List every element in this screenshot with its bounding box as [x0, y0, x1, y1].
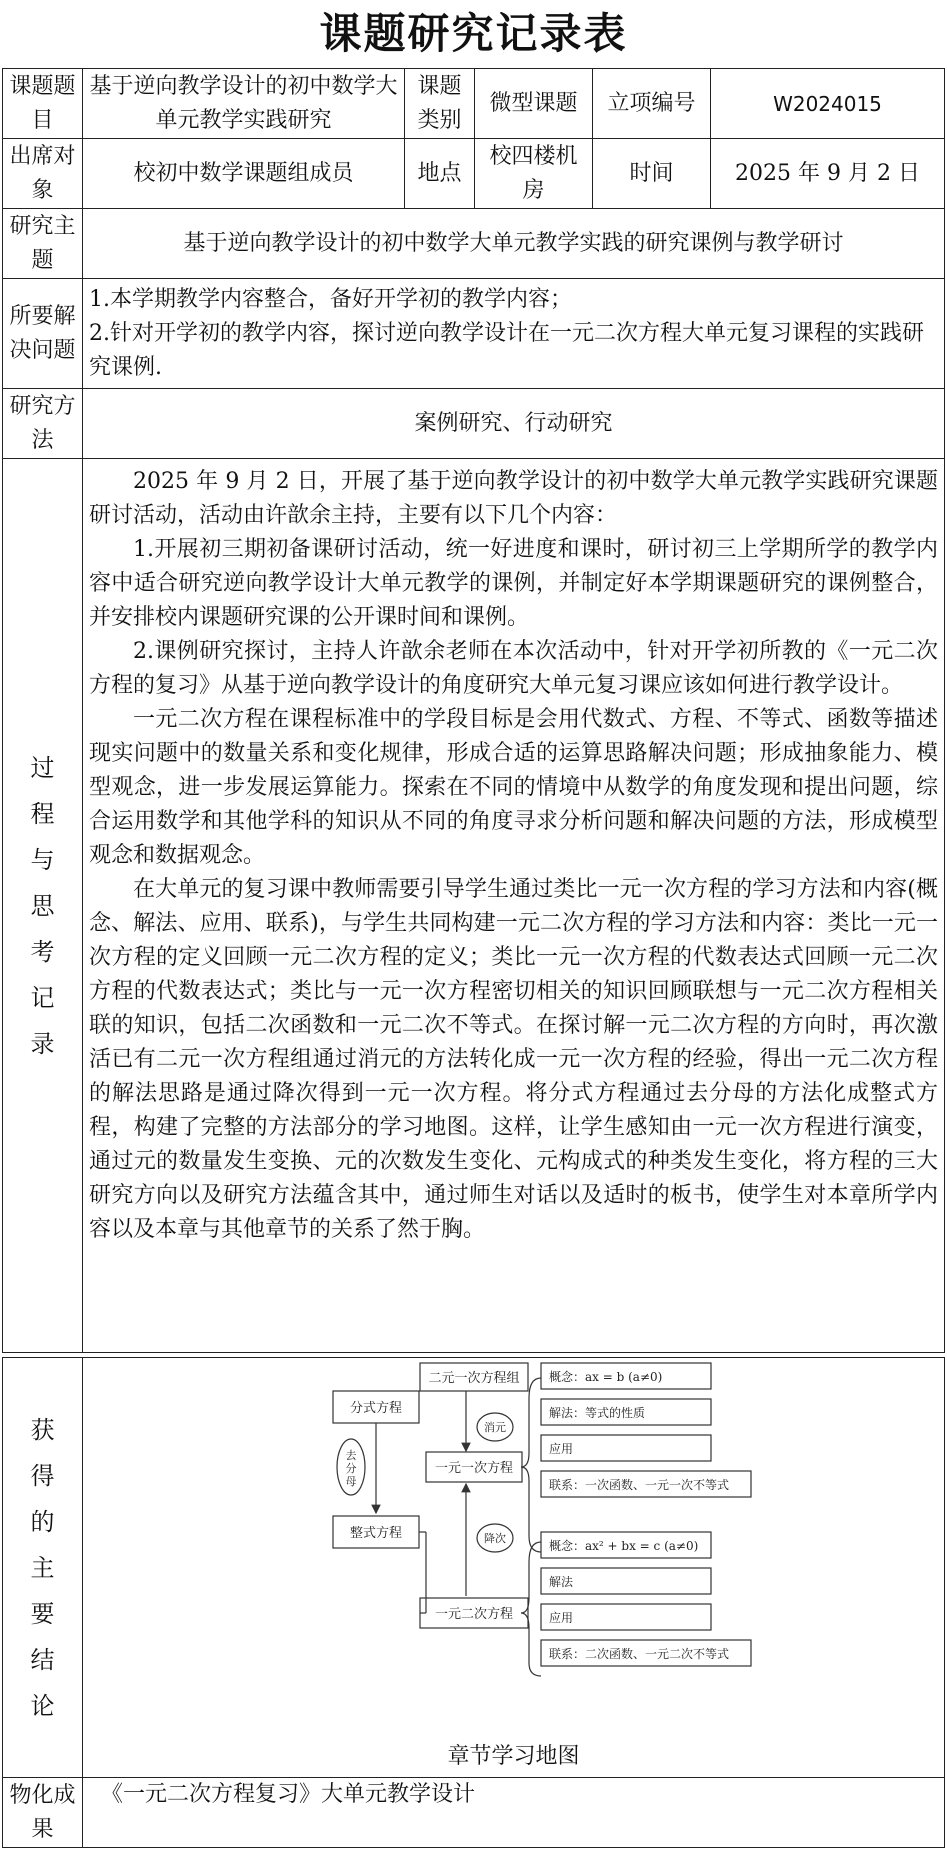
- conclusion-table: [2, 1357, 945, 1848]
- vertical-label-char: 过: [30, 753, 55, 782]
- quad-relation-text: 联系：二次函数、一元二次不等式: [549, 1647, 730, 1661]
- category-label: 课题类别: [405, 69, 475, 139]
- time-label: 时间: [593, 139, 711, 209]
- vertical-label-char: 结: [30, 1645, 55, 1674]
- vertical-label-char: 的: [30, 1507, 55, 1536]
- integral-eq-text: 整式方程: [349, 1526, 403, 1541]
- linear-eq-text: 一元一次方程: [434, 1461, 514, 1476]
- linear-application-text: 应用: [549, 1442, 574, 1456]
- quadratic-eq-text: 一元二次方程: [434, 1607, 514, 1622]
- linear-relation-text: 联系：一次函数、一元一次不等式: [549, 1478, 730, 1492]
- problem-content: [83, 279, 945, 389]
- process-paragraph-1: 2025 年 9 月 2 日，开展了基于逆向教学设计的初中数学大单元教学实践研究课题研讨活动，活动由许歆余主持，主要有以下几个内容：: [89, 469, 938, 528]
- process-label: [3, 459, 83, 1353]
- project-no-value: W2024015: [711, 69, 945, 139]
- theme-label: 研究主题: [3, 209, 83, 279]
- process-paragraph-4: 一元二次方程在课程标准中的学段目标是会用代数式、方程、不等式、函数等描述现实问题中的数量关系和变化规律，形成合适的运算思路解决问题；形成抽象能力、模型观念，进一步发展运算能力。探索在不同的情境中从数学的角度发现和提出问题，综合运用数学和其他学科的知识从不同的角度寻求分析问题和解决问题的方法，形成模型观念和数据观念。: [89, 707, 938, 868]
- reduce-degree-text: 降次: [484, 1532, 506, 1545]
- vertical-label-char: 记: [30, 983, 55, 1012]
- learning-map: [83, 1358, 947, 1738]
- vertical-label-char: 考: [30, 937, 55, 966]
- vertical-label-char: 程: [30, 799, 55, 828]
- problem-label: 所要解决问题: [3, 279, 83, 389]
- place-value: 校四楼机房: [475, 139, 593, 209]
- topic-label: 课题题目: [3, 69, 83, 139]
- remove-denominator-text-3: 母: [345, 1475, 357, 1488]
- binary-linear-system-text: 二元一次方程组: [428, 1371, 520, 1386]
- problem-item-2: 2.针对开学初的教学内容，探讨逆向教学设计在一元二次方程大单元复习课程的实践研究课例.: [89, 320, 924, 380]
- problem-item-1: 1.本学期教学内容整合，备好开学初的教学内容；: [89, 286, 572, 312]
- vertical-label-char: 与: [30, 845, 55, 874]
- quad-application-text: 应用: [549, 1611, 574, 1625]
- method-label: 研究方法: [3, 389, 83, 459]
- attendee-value: 校初中数学课题组成员: [83, 139, 405, 209]
- project-no-label: 立项编号: [593, 69, 711, 139]
- fractional-eq-text: 分式方程: [349, 1401, 403, 1416]
- page-title: 课题研究记录表: [319, 9, 628, 58]
- process-paragraph-2: 1.开展初三期初备课研讨活动，统一好进度和课时，研讨初三上学期所学的教学内容中适合研究逆向教学设计大单元教学的课例，并制定好本学期课题研究的课例整合，并安排校内课题研究课的公开课时间和课例。: [89, 537, 938, 630]
- elimination-text: 消元: [484, 1421, 506, 1434]
- linear-concept-text: 概念：ax = b (a≠0): [549, 1370, 663, 1384]
- remove-denominator-text-2: 分: [345, 1462, 357, 1475]
- result-value: 《一元二次方程复习》大单元教学设计: [83, 1778, 945, 1848]
- record-table: [2, 68, 945, 1353]
- remove-denominator-text-1: 去: [345, 1449, 357, 1462]
- map-caption: 章节学习地图: [447, 1744, 580, 1769]
- result-label: 物化成果: [3, 1778, 83, 1848]
- topic-value: 基于逆向教学设计的初中数学大单元教学实践研究: [83, 69, 405, 139]
- vertical-label-char: 获: [30, 1415, 55, 1444]
- conclusion-label: [3, 1358, 83, 1778]
- linear-solution-text: 解法：等式的性质: [549, 1406, 646, 1420]
- place-label: 地点: [405, 139, 475, 209]
- theme-value: 基于逆向教学设计的初中数学大单元教学实践的研究课例与教学研讨: [83, 209, 945, 279]
- process-paragraph-3: 2.课例研究探讨，主持人许歆余老师在本次活动中，针对开学初所教的《一元二次方程的复习》从基于逆向教学设计的角度研究大单元复习课应该如何进行教学设计。: [89, 639, 938, 698]
- vertical-label-char: 录: [30, 1029, 55, 1058]
- attendee-label: 出席对象: [3, 139, 83, 209]
- vertical-label-char: 要: [30, 1599, 55, 1628]
- vertical-label-char: 论: [30, 1691, 55, 1720]
- quad-solution-text: 解法: [549, 1575, 574, 1589]
- time-value: 2025 年 9 月 2 日: [711, 139, 945, 209]
- vertical-label-char: 主: [30, 1553, 55, 1582]
- learning-map-cell: [83, 1358, 945, 1778]
- process-paragraph-5: 在大单元的复习课中教师需要引导学生通过类比一元一次方程的学习方法和内容(概念、解法、应用、联系)，与学生共同构建一元二次方程的学习方法和内容：类比一元一次方程的定义回顾一元二次方程的定义；类比一元一次方程的代数表达式回顾一元二次方程的代数表达式；类比与一元一次方程密切相关的知识回顾联想与一元二次方程相关联的知识，包括二次函数和一元二次不等式。在探讨解一元二次方程的方向时，再次激活已有二元一次方程组通过消元的方法转化成一元一次方程的经验，得出一元二次方程的解法思路是通过降次得到一元一次方程。将分式方程通过去分母的方法化成整式方程，构建了完整的方法部分的学习地图。这样，让学生感知由一元一次方程进行演变，通过元的数量发生变换、元的次数发生变化、元构成式的种类发生变化，将方程的三大研究方向以及研究方法蕴含其中，通过师生对话以及适时的板书，使学生对本章所学内容以及本章与其他章节的关系了然于胸。: [89, 877, 938, 1242]
- method-value: 案例研究、行动研究: [83, 389, 945, 459]
- category-value: 微型课题: [475, 69, 593, 139]
- quad-concept-text: 概念：ax² + bx = c (a≠0): [549, 1539, 699, 1553]
- vertical-label-char: 思: [30, 891, 55, 920]
- vertical-label-char: 得: [30, 1461, 55, 1490]
- learning-map-diagram: [83, 1358, 947, 1738]
- process-content: [83, 459, 945, 1353]
